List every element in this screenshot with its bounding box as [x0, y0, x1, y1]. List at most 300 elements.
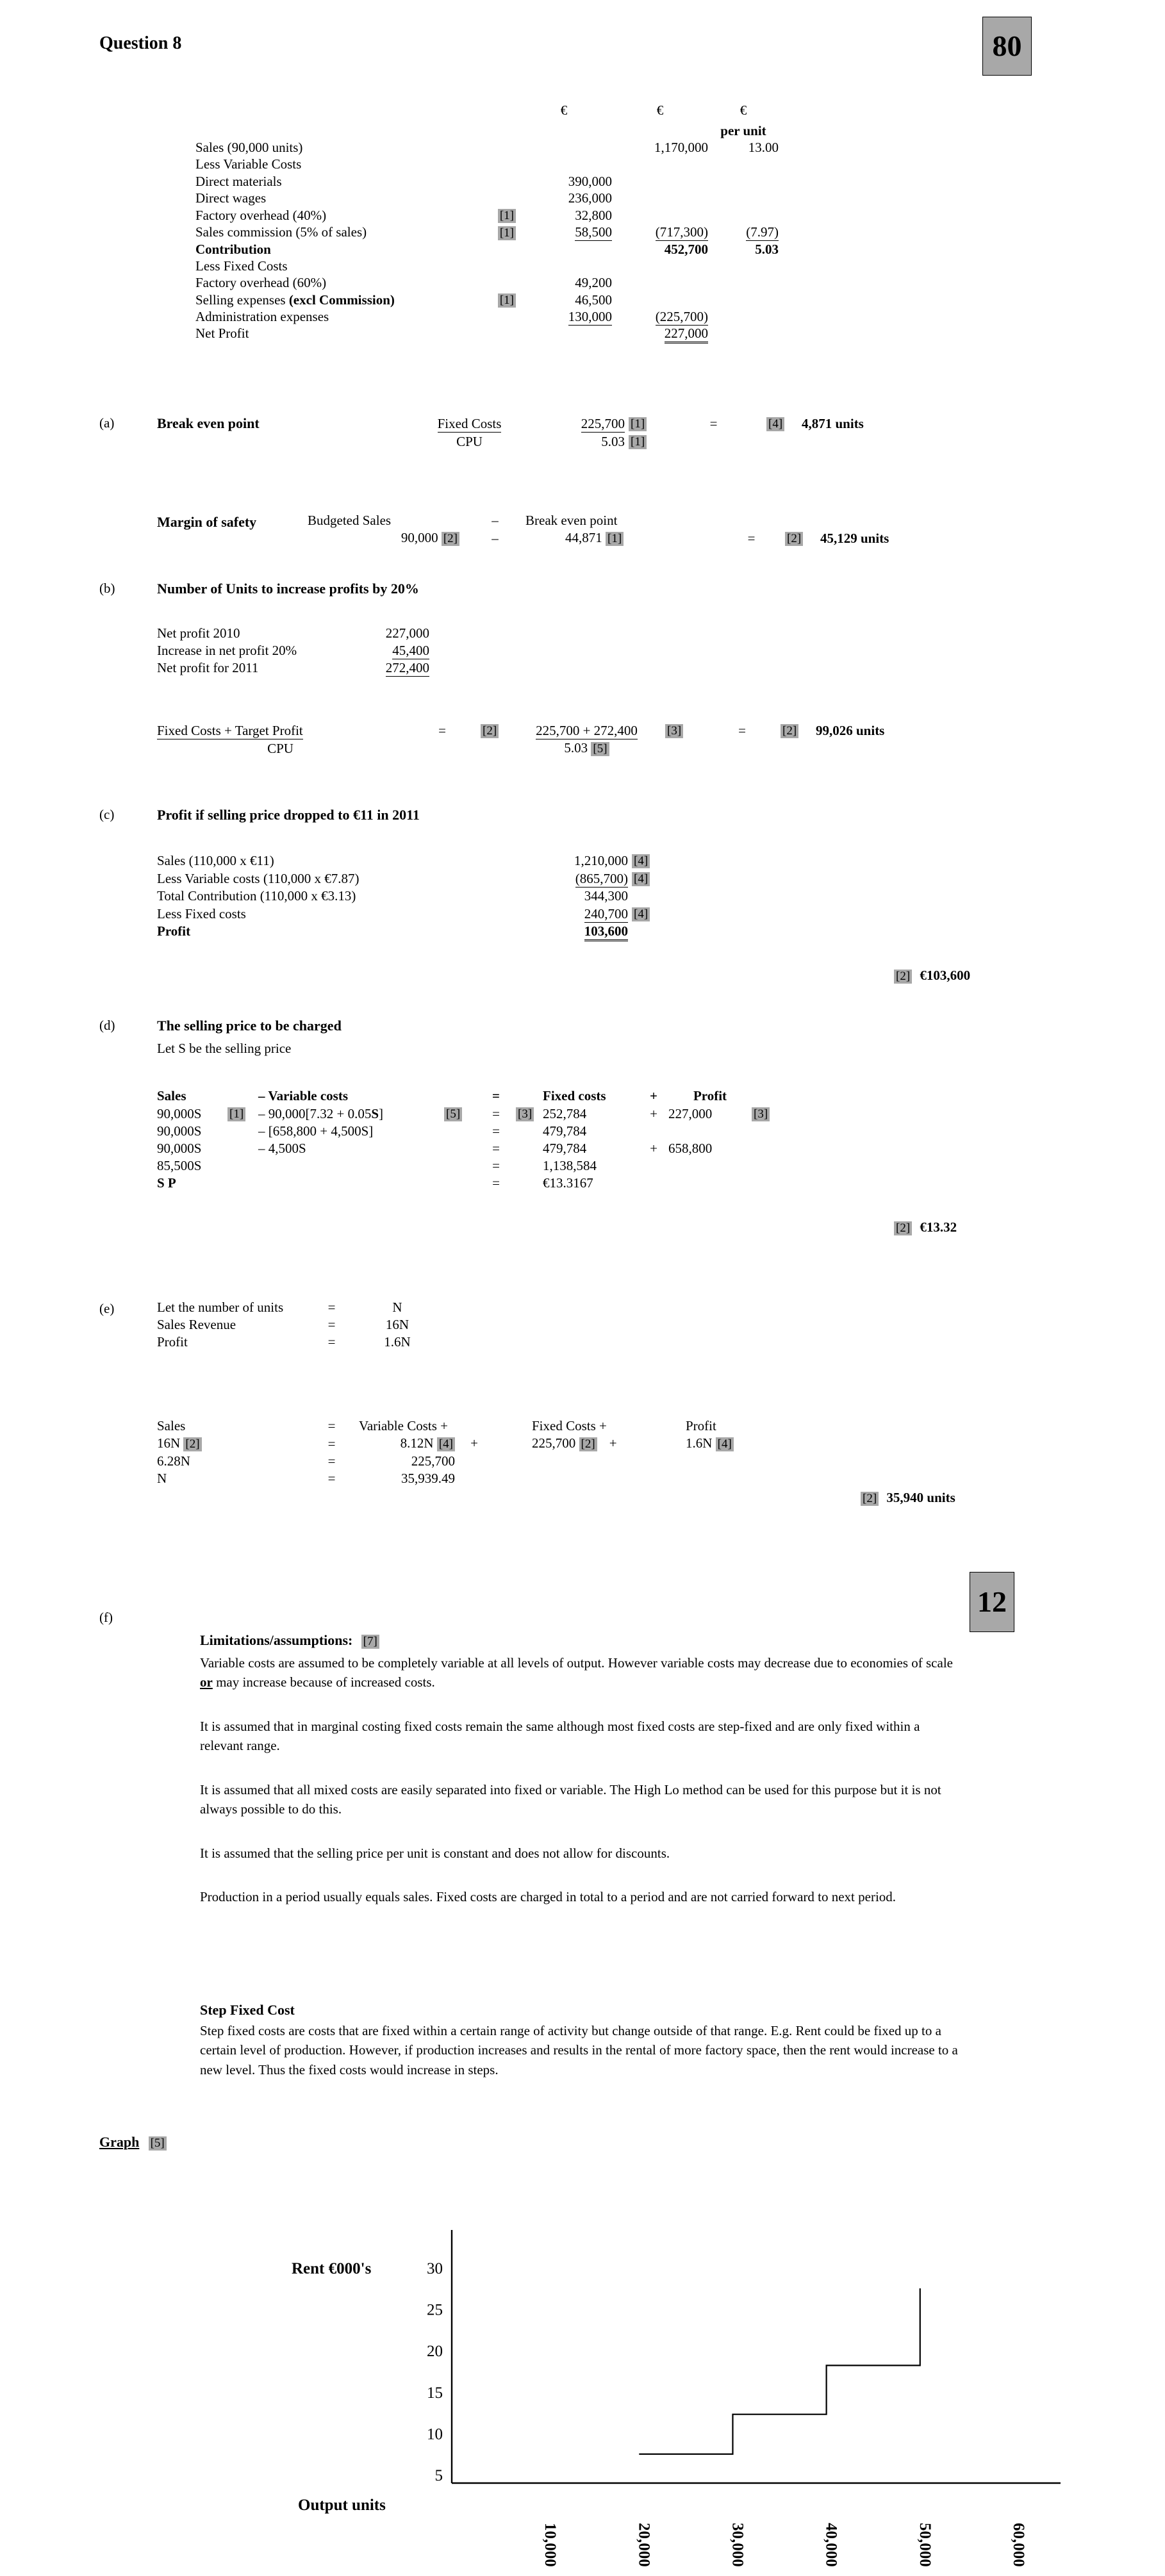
- e-definition-row: [157, 1300, 436, 1317]
- c-row-value: (865,700): [575, 870, 628, 886]
- d-mark-profit: [752, 1175, 784, 1193]
- b-profit-row-label: Net profit for 2011: [157, 660, 259, 676]
- c-row: [157, 870, 670, 888]
- statement-row: [195, 275, 779, 292]
- c-row: [157, 923, 670, 941]
- a-equals: =: [709, 415, 718, 431]
- mos-equals: =: [747, 530, 756, 546]
- d-cell-varcosts: [258, 1175, 444, 1193]
- d-cell-equals: =: [492, 1175, 500, 1191]
- d-mark-profit: [752, 1141, 784, 1158]
- section-e-equations: [157, 1418, 782, 1488]
- x-tick-label: 60,000: [1009, 2523, 1027, 2567]
- d-equation-row: [157, 1175, 784, 1193]
- c-row-label: Less Variable costs (110,000 x €7.87): [157, 870, 359, 886]
- e-definition-value: N: [392, 1300, 402, 1315]
- b-equals-1: =: [438, 722, 446, 738]
- statement-col-a: 130,000: [568, 308, 612, 324]
- statement-col-c: [708, 258, 779, 275]
- mos-value2: 44,871: [565, 530, 602, 546]
- a-denominator-mark: [1]: [629, 435, 647, 449]
- e-cell-profit: 1.6N [4]: [686, 1435, 782, 1453]
- c-row-value: 240,700: [584, 905, 628, 921]
- mos-answer-mark: [2]: [785, 532, 803, 546]
- x-tick-label: 20,000: [635, 2523, 653, 2567]
- c-row-mark: [628, 923, 670, 941]
- e-answer: 35,940 units: [886, 1490, 955, 1505]
- section-a-formula: [410, 415, 864, 451]
- e-definition-equals: =: [327, 1317, 336, 1333]
- statement-row-label: Factory overhead (40%): [195, 207, 327, 223]
- section-f-paragraphs: [200, 1653, 956, 1931]
- statement-col-c: 5.03: [755, 241, 779, 257]
- d-mark-fixedcosts: [516, 1175, 543, 1193]
- section-b-letter: (b): [99, 581, 115, 596]
- statement-row-label: Sales commission (5% of sales): [195, 224, 367, 240]
- step-fixed-cost-paragraph: Step fixed costs are costs that are fixed within a certain range of activity but change outside of that range. E.g. Rent could be fixed up to a certain level of production. However, if production increases and results in the rental of more factory space, then the rent would increase to a new level. Thus the fixed costs would increase in steps.: [200, 2023, 958, 2077]
- c-row-label: Sales (110,000 x €11): [157, 852, 274, 868]
- statement-row-mark: [1]: [471, 207, 516, 224]
- d-equation-row: [157, 1123, 784, 1141]
- d-cell-plus: +: [650, 1105, 657, 1121]
- statement-col-c: [708, 174, 779, 190]
- section-e-answer-block: [861, 1490, 955, 1506]
- d-cell-sales: S P: [157, 1175, 176, 1191]
- d-mark-varcosts: [444, 1141, 476, 1158]
- e-cell-fixedcosts: [532, 1471, 686, 1488]
- d-mark-sales: [227, 1158, 258, 1175]
- e-header-row: [157, 1418, 782, 1435]
- c-row-value: 1,210,000: [574, 852, 628, 868]
- graph-mark: [5]: [149, 2136, 167, 2151]
- section-f-letter: (f): [99, 1610, 113, 1625]
- statement-col-a: 49,200: [575, 274, 612, 290]
- x-tick-label: 10,000: [541, 2523, 559, 2567]
- section-d-title: The selling price to be charged: [157, 1018, 342, 1034]
- e-cell-fixedcosts: 225,700 [2] +: [532, 1435, 617, 1451]
- d-mark-fixedcosts: [516, 1141, 543, 1158]
- statement-col-b: [612, 156, 708, 173]
- d-cell-equals: =: [492, 1105, 500, 1121]
- margin-of-safety-title: Margin of safety: [157, 514, 257, 530]
- statement-row-label: Selling expenses (excl Commission): [195, 292, 395, 308]
- e-cell-profit: [686, 1471, 782, 1488]
- statement-row-label: Administration expenses: [195, 308, 329, 324]
- d-mark-profit: [752, 1123, 784, 1141]
- statement-row-mark: [471, 258, 516, 275]
- mos-answer: 45,129 units: [820, 530, 889, 546]
- y-tick-label: 5: [434, 2467, 443, 2485]
- d-cell-plus: +: [650, 1141, 657, 1157]
- e-definition-label: Profit: [157, 1334, 188, 1350]
- section-f-heading-row: [200, 1632, 379, 1649]
- graph-label: Graph: [99, 2134, 140, 2150]
- c-row-mark: [4]: [628, 852, 670, 870]
- c-row-value: 103,600: [516, 923, 628, 941]
- section-c-title: Profit if selling price dropped to €11 in 2011: [157, 807, 420, 823]
- statement-row-mark: [471, 309, 516, 326]
- statement-col-a: 58,500: [575, 224, 612, 240]
- e-answer-mark: [2]: [861, 1492, 879, 1506]
- statement-row-label: Less Fixed Costs: [195, 258, 288, 274]
- e-cell-fixedcosts: [532, 1453, 686, 1471]
- statement-row-mark: [471, 156, 516, 173]
- statement-col-a: [516, 156, 612, 173]
- e-cell-equals: =: [327, 1471, 336, 1487]
- e-cell-varcosts: 8.12N [4] +: [400, 1435, 478, 1451]
- statement-row-mark: [1]: [471, 292, 516, 309]
- b-denominator-label: CPU: [267, 740, 293, 756]
- a-answer: 4,871 units: [802, 415, 864, 431]
- statement-row-label: Direct materials: [195, 173, 282, 189]
- statement-col-a: [516, 242, 612, 258]
- d-mark-varcosts: [444, 1175, 476, 1193]
- e-cell-sales: 6.28N: [157, 1453, 190, 1469]
- e-equation-row: [157, 1453, 782, 1471]
- statement-col-c: [708, 309, 779, 326]
- currency-header-c: €: [739, 103, 747, 118]
- y-tick-label: 15: [427, 2384, 443, 2402]
- step-fixed-cost-chart: [256, 2134, 1070, 2576]
- statement-col-a: [516, 140, 612, 156]
- statement-row: [195, 207, 779, 224]
- statement-col-a: 46,500: [575, 292, 612, 308]
- d-cell-sales: 85,500S: [157, 1158, 202, 1174]
- y-tick-label: 25: [427, 2301, 443, 2319]
- a-answer-mark: [4]: [766, 417, 784, 431]
- d-answer-mark: [2]: [894, 1221, 912, 1235]
- section-a-letter: (a): [99, 415, 115, 431]
- d-head-varcosts: – Variable costs: [258, 1088, 349, 1103]
- margin-of-safety-calc: [308, 513, 889, 548]
- e-equation-row: [157, 1435, 782, 1453]
- d-head-sales: Sales: [157, 1088, 186, 1103]
- x-axis-label: Output units: [298, 2497, 386, 2514]
- d-cell-plus: [639, 1123, 668, 1141]
- statement-col-b: (225,700): [655, 308, 708, 324]
- currency-header-b: €: [656, 103, 664, 118]
- e-cell-profit: [686, 1453, 782, 1471]
- d-header-row: [157, 1088, 784, 1105]
- statement-row: [195, 326, 779, 342]
- a-numerator-label: Fixed Costs: [437, 415, 502, 431]
- c-answer-mark: [2]: [894, 970, 912, 984]
- e-definition-label: Sales Revenue: [157, 1317, 236, 1333]
- marks-badge-f: 12: [970, 1572, 1014, 1632]
- statement-row-label: Sales (90,000 units): [195, 140, 303, 156]
- mos-minus-2: –: [492, 530, 499, 546]
- step-chart-svg: [256, 2134, 1070, 2576]
- b-profit-row-label: Net profit 2010: [157, 625, 240, 641]
- c-row-label: Profit: [157, 923, 191, 939]
- b-denominator-mark: [5]: [591, 742, 609, 756]
- c-answer: €103,600: [920, 968, 971, 983]
- x-tick-label: 40,000: [822, 2523, 840, 2567]
- mos-term2-label: Break even point: [525, 513, 618, 528]
- statement-row-label: Factory overhead (60%): [195, 274, 327, 290]
- mos-value2-mark: [1]: [606, 532, 624, 546]
- d-cell-profit: [668, 1158, 752, 1175]
- d-head-fixedcosts: Fixed costs: [543, 1088, 606, 1103]
- currency-header-a: €: [560, 103, 568, 118]
- b-denominator-value: 5.03: [564, 739, 588, 755]
- statement-row-mark: [1]: [471, 224, 516, 242]
- y-tick-label: 20: [427, 2343, 443, 2361]
- limitation-paragraph: Variable costs are assumed to be completely variable at all levels of output. However variable costs may decrease due to economies of scale or may increase because of increased costs.: [200, 1655, 953, 1690]
- statement-col-b: 227,000: [612, 326, 708, 342]
- section-b-title: Number of Units to increase profits by 20%: [157, 581, 419, 597]
- statement-col-b: [612, 190, 708, 207]
- d-equation-row: [157, 1105, 784, 1123]
- b-profit-row-value: 227,000: [385, 625, 429, 641]
- b-numerator-label: Fixed Costs + Target Profit: [157, 722, 303, 738]
- section-b-profit-rows: [157, 625, 429, 677]
- statement-row: [195, 309, 779, 326]
- d-cell-equals: =: [492, 1141, 500, 1157]
- d-cell-profit: 227,000: [668, 1105, 713, 1121]
- statement-col-b: (717,300): [655, 224, 708, 240]
- statement-col-c: [708, 292, 779, 309]
- d-mark-sales: [1]: [227, 1105, 258, 1123]
- d-mark-varcosts: [444, 1123, 476, 1141]
- e-equation-row: [157, 1471, 782, 1488]
- statement-row: [195, 242, 779, 258]
- d-cell-sales: 90,000S: [157, 1123, 202, 1139]
- d-cell-plus: [639, 1175, 668, 1193]
- d-mark-profit: [3]: [752, 1105, 784, 1123]
- b-pre-mark: [2]: [481, 724, 499, 738]
- c-row-mark: [4]: [628, 905, 670, 923]
- d-mark-sales: [227, 1175, 258, 1193]
- e-head-fixedcosts: Fixed Costs +: [532, 1418, 607, 1433]
- d-cell-fixedcosts: 252,784: [543, 1105, 587, 1121]
- statement-col-b: [612, 275, 708, 292]
- mos-value1: 90,000: [401, 530, 438, 546]
- section-c-table: [157, 852, 670, 941]
- statement-col-c: 13.00: [748, 140, 779, 156]
- d-mark-fixedcosts: [516, 1123, 543, 1141]
- e-head-varcosts: Variable Costs +: [359, 1418, 448, 1433]
- statement-col-b: [612, 292, 708, 309]
- statement-row-mark: [471, 140, 516, 156]
- statement-col-a: [516, 326, 612, 342]
- statement-col-c: [708, 207, 779, 224]
- d-head-profit: Profit: [693, 1088, 727, 1103]
- b-answer: 99,026 units: [816, 722, 885, 738]
- b-equals-2: =: [738, 722, 746, 738]
- statement-col-b: 1,170,000: [654, 140, 708, 156]
- statement-row: [195, 140, 779, 156]
- e-cell-varcosts: 35,939.49: [401, 1471, 455, 1487]
- limitation-paragraph: Production in a period usually equals sales. Fixed costs are charged in total to a period and are not carried forward to next period.: [200, 1889, 896, 1905]
- section-b-formula: [157, 722, 884, 758]
- c-row: [157, 888, 670, 905]
- c-row-value: 344,300: [584, 888, 628, 904]
- d-cell-sales: 90,000S: [157, 1141, 202, 1157]
- mos-minus-1: –: [492, 513, 499, 528]
- statement-row-mark: [471, 275, 516, 292]
- d-mark-fixedcosts: [3]: [516, 1105, 543, 1123]
- b-answer-mark: [2]: [781, 724, 798, 738]
- statement-row: [195, 174, 779, 190]
- section-d-equations: [157, 1088, 784, 1193]
- c-row-label: Less Fixed costs: [157, 905, 246, 921]
- d-cell-plus: [639, 1158, 668, 1175]
- statement-row: [195, 190, 779, 207]
- b-profit-row-value: 45,400: [392, 643, 429, 659]
- section-a-title: Break even point: [157, 415, 260, 431]
- c-row-label: Total Contribution (110,000 x €3.13): [157, 888, 356, 904]
- section-f-heading-mark: [7]: [361, 1635, 379, 1649]
- per-unit-header: per unit: [720, 123, 766, 139]
- c-row-mark: [4]: [628, 870, 670, 888]
- c-row: [157, 852, 670, 870]
- d-cell-varcosts: – [658,800 + 4,500S]: [258, 1123, 374, 1139]
- d-mark-sales: [227, 1141, 258, 1158]
- e-definition-equals: =: [327, 1300, 336, 1315]
- y-tick-label: 10: [427, 2425, 443, 2443]
- e-cell-varcosts: 225,700: [411, 1453, 455, 1469]
- statement-row-mark: [471, 326, 516, 342]
- c-row: [157, 905, 670, 923]
- statement-perunit-header-row: [195, 119, 779, 140]
- d-mark-profit: [752, 1158, 784, 1175]
- d-head-plus: +: [650, 1088, 657, 1103]
- d-cell-varcosts: [258, 1158, 444, 1175]
- b-profit-row: [157, 643, 429, 660]
- b-profit-row-value: 272,400: [385, 660, 429, 676]
- e-definition-label: Let the number of units: [157, 1300, 284, 1315]
- statement-col-b: [612, 174, 708, 190]
- statement-col-b: 452,700: [664, 241, 708, 257]
- b-profit-row: [157, 625, 429, 643]
- e-definition-value: 1.6N: [384, 1334, 411, 1350]
- y-tick-label: 30: [427, 2259, 443, 2277]
- d-mark-sales: [227, 1123, 258, 1141]
- e-definition-row: [157, 1334, 436, 1351]
- statement-col-b: [612, 207, 708, 224]
- section-c-letter: (c): [99, 807, 115, 822]
- section-e-letter: (e): [99, 1301, 115, 1316]
- page-title: Question 8: [99, 33, 182, 53]
- statement-row: [195, 224, 779, 242]
- e-head-equals: =: [327, 1418, 336, 1433]
- d-mark-varcosts: [5]: [444, 1105, 476, 1123]
- statement-col-c: [708, 326, 779, 342]
- a-numerator-mark: [1]: [629, 417, 647, 431]
- e-cell-sales: 16N [2]: [157, 1435, 304, 1453]
- b-numerator-value: 225,700 + 272,400: [536, 722, 638, 738]
- y-axis-label: Rent €000's: [292, 2260, 372, 2277]
- d-answer: €13.32: [920, 1219, 957, 1235]
- marks-badge-total: 80: [982, 17, 1032, 76]
- b-profit-row: [157, 660, 429, 677]
- statement-col-a: 236,000: [568, 190, 612, 206]
- section-d-answer-block: [894, 1219, 957, 1235]
- a-denominator-label: CPU: [456, 433, 483, 449]
- statement-row-mark: [471, 174, 516, 190]
- x-tick-label: 50,000: [916, 2523, 934, 2567]
- e-head-sales: Sales: [157, 1418, 186, 1433]
- income-statement: [195, 103, 964, 342]
- statement-currency-header-row: [195, 103, 779, 119]
- step-cost-line: [639, 2288, 920, 2454]
- limitation-paragraph: It is assumed that all mixed costs are easily separated into fixed or variable. The High Lo method can be used for this purpose but it is not always possible to do this.: [200, 1781, 941, 1817]
- d-equation-row: [157, 1158, 784, 1175]
- statement-row-mark: [471, 242, 516, 258]
- statement-row-label: Less Variable Costs: [195, 156, 302, 172]
- d-cell-equals: =: [492, 1158, 500, 1174]
- c-row-mark: [628, 888, 670, 905]
- e-definition-equals: =: [327, 1334, 336, 1350]
- d-cell-profit: [668, 1175, 752, 1193]
- section-e-definitions: [157, 1300, 436, 1351]
- d-cell-varcosts: – 4,500S: [258, 1141, 306, 1157]
- a-numerator-value: 225,700: [581, 415, 625, 431]
- statement-col-c: [708, 156, 779, 173]
- step-fixed-cost-heading: Step Fixed Cost: [200, 2002, 295, 2018]
- e-cell-equals: =: [327, 1435, 336, 1451]
- d-cell-fixedcosts: 479,784: [543, 1141, 587, 1157]
- statement-col-b: [612, 258, 708, 275]
- b-numerator-mark: [3]: [665, 724, 683, 738]
- statement-col-c: (7.97): [746, 224, 779, 240]
- graph-label-row: [99, 2134, 167, 2151]
- statement-row-label: Direct wages: [195, 190, 267, 206]
- statement-col-a: 390,000: [568, 173, 612, 189]
- e-head-profit: Profit: [686, 1418, 716, 1433]
- d-cell-fixedcosts: 479,784: [543, 1123, 587, 1139]
- d-cell-profit: [668, 1123, 752, 1141]
- mos-value1-mark: [2]: [442, 532, 459, 546]
- section-f-heading: Limitations/assumptions:: [200, 1632, 353, 1648]
- d-equation-row: [157, 1141, 784, 1158]
- statement-row: [195, 156, 779, 173]
- mos-term1-label: Budgeted Sales: [308, 513, 392, 528]
- d-mark-fixedcosts: [516, 1158, 543, 1175]
- d-cell-sales: 90,000S: [157, 1105, 202, 1121]
- a-denominator-value: 5.03: [601, 433, 625, 449]
- d-cell-varcosts: – 90,000[7.32 + 0.05S]: [258, 1105, 384, 1121]
- statement-row-mark: [471, 190, 516, 207]
- statement-row: [195, 292, 779, 309]
- statement-row: [195, 258, 779, 275]
- d-cell-equals: =: [492, 1123, 500, 1139]
- statement-row-label: Contribution: [195, 241, 271, 257]
- d-cell-fixedcosts: €13.3167: [543, 1175, 593, 1191]
- statement-col-a: [516, 258, 612, 275]
- b-profit-row-label: Increase in net profit 20%: [157, 643, 297, 659]
- statement-col-c: [708, 190, 779, 207]
- section-d-letter: (d): [99, 1018, 115, 1033]
- d-cell-profit: 658,800: [668, 1141, 713, 1157]
- d-head-equals: =: [492, 1088, 500, 1103]
- limitation-paragraph: It is assumed that in marginal costing fixed costs remain the same although most fixed costs are step-fixed and are only fixed within a relevant range.: [200, 1718, 920, 1754]
- e-definition-value: 16N: [385, 1317, 409, 1333]
- e-cell-sales: N: [157, 1471, 167, 1487]
- e-cell-equals: =: [327, 1453, 336, 1469]
- statement-row-label: Net Profit: [195, 325, 249, 341]
- limitation-paragraph: It is assumed that the selling price per unit is constant and does not allow for discounts.: [200, 1845, 670, 1861]
- section-d-subtitle: Let S be the selling price: [157, 1041, 292, 1056]
- d-mark-varcosts: [444, 1158, 476, 1175]
- d-cell-fixedcosts: 1,138,584: [543, 1158, 597, 1174]
- e-definition-row: [157, 1317, 436, 1334]
- section-c-answer-block: [894, 968, 970, 984]
- statement-col-a: 32,800: [575, 207, 612, 223]
- statement-col-c: [708, 275, 779, 292]
- x-tick-label: 30,000: [729, 2523, 747, 2567]
